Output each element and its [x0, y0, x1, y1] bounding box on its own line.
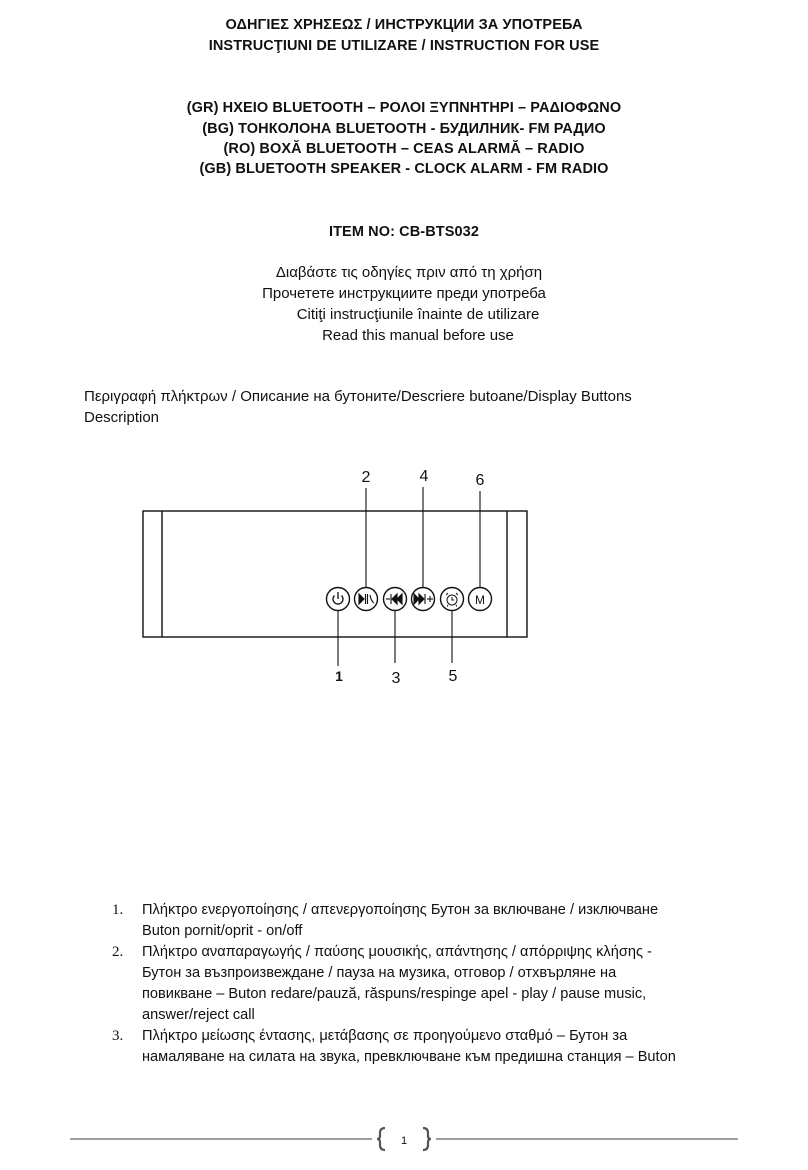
diagram-label-1: 1 — [335, 668, 343, 684]
list-item-line: Πλήκτρο μείωσης έντασης, μετάβασης σε προηγούμενο σταθμό – Бутон за — [142, 1028, 628, 1044]
diagram-label-4: 4 — [419, 468, 429, 485]
speaker-body — [143, 511, 527, 637]
buttons-heading-line-2: Description — [84, 409, 160, 426]
footer-left-brace-icon — [377, 1128, 385, 1150]
page-footer — [0, 1125, 808, 1155]
diagram-label-2: 2 — [361, 469, 371, 486]
read-notice-gr: Διαβάστε τις οδηγίες πριν από τη χρήση — [275, 264, 543, 281]
diagram-label-6: 6 — [475, 472, 485, 489]
speaker-button-diagram — [0, 455, 808, 700]
item-number: ITEM NO: CB-BTS032 — [328, 224, 480, 240]
leader-lines — [338, 487, 480, 666]
list-item-line: Πλήκτρο αναπαραγωγής / παύσης μουσικής, απάντησης / απόρριψης κλήσης - — [142, 944, 652, 960]
list-item-line: Πλήκτρο ενεργοποίησης / απενεργοποίησης Бутон за включване / изключване — [142, 902, 659, 918]
list-item-line: намаляване на силата на звука, превключване към предишна станция – Buton — [142, 1049, 676, 1065]
product-title-gb: (GB) BLUETOOTH SPEAKER - CLOCK ALARM - FM RADIO — [199, 161, 609, 177]
product-title-bg: (BG) ТОНКОЛОНА BLUETOOTH - БУДИЛНИК- FM РАДИО — [202, 121, 606, 137]
list-item — [108, 900, 728, 942]
list-item-line: Buton pornit/oprit - on/off — [142, 923, 303, 939]
list-item-line: Бутон за възпроизвеждане / пауза на музика, отговор / отхвърляне на — [142, 965, 617, 981]
footer-right-brace-icon — [423, 1128, 431, 1150]
diagram-label-3: 3 — [391, 670, 401, 687]
read-notice-ro: Citiţi instrucţiunile înainte de utilizare — [296, 306, 540, 323]
product-title-gr: (GR) ΗΧΕΙΟ BLUETOOTH – ΡΟΛΟΙ ΞΥΠΝΗΤΗΡΙ – ΡΑΔΙΟΦΩΝΟ — [186, 100, 622, 116]
list-item-number: 3. — [112, 1028, 124, 1044]
doc-header-line-2: INSTRUCŢIUNI DE UTILIZARE / INSTRUCTION FOR USE — [208, 38, 600, 54]
read-notice-gb: Read this manual before use — [322, 327, 514, 344]
buttons-heading-line-1: Περιγραφή πλήκτρων / Описание на бутоните/Descriere butoane/Display Buttons — [84, 388, 632, 405]
list-item — [108, 942, 728, 1026]
doc-header-line-1: ΟΔΗΓΙΕΣ ΧΡΗΣΕΩΣ / ИНСТРУКЦИИ ЗА УПОТРЕБА — [225, 17, 583, 33]
list-item-number: 2. — [112, 944, 124, 960]
button-description-list — [108, 900, 728, 1068]
list-item-number: 1. — [112, 902, 124, 918]
diagram-label-5: 5 — [448, 668, 458, 685]
list-item — [108, 1026, 728, 1068]
list-item-line: повикване – Buton redare/pauză, răspuns/respinge apel - play / pause music, — [142, 986, 647, 1002]
list-item-line: answer/reject call — [142, 1007, 255, 1023]
mode-icon: M — [475, 593, 485, 607]
product-title-ro: (RO) BOXĂ BLUETOOTH – CEAS ALARMĂ – RADIO — [223, 141, 585, 157]
page-number: 1 — [400, 1135, 408, 1147]
read-notice-bg: Прочетете инструкциите преди употреба — [262, 285, 546, 302]
